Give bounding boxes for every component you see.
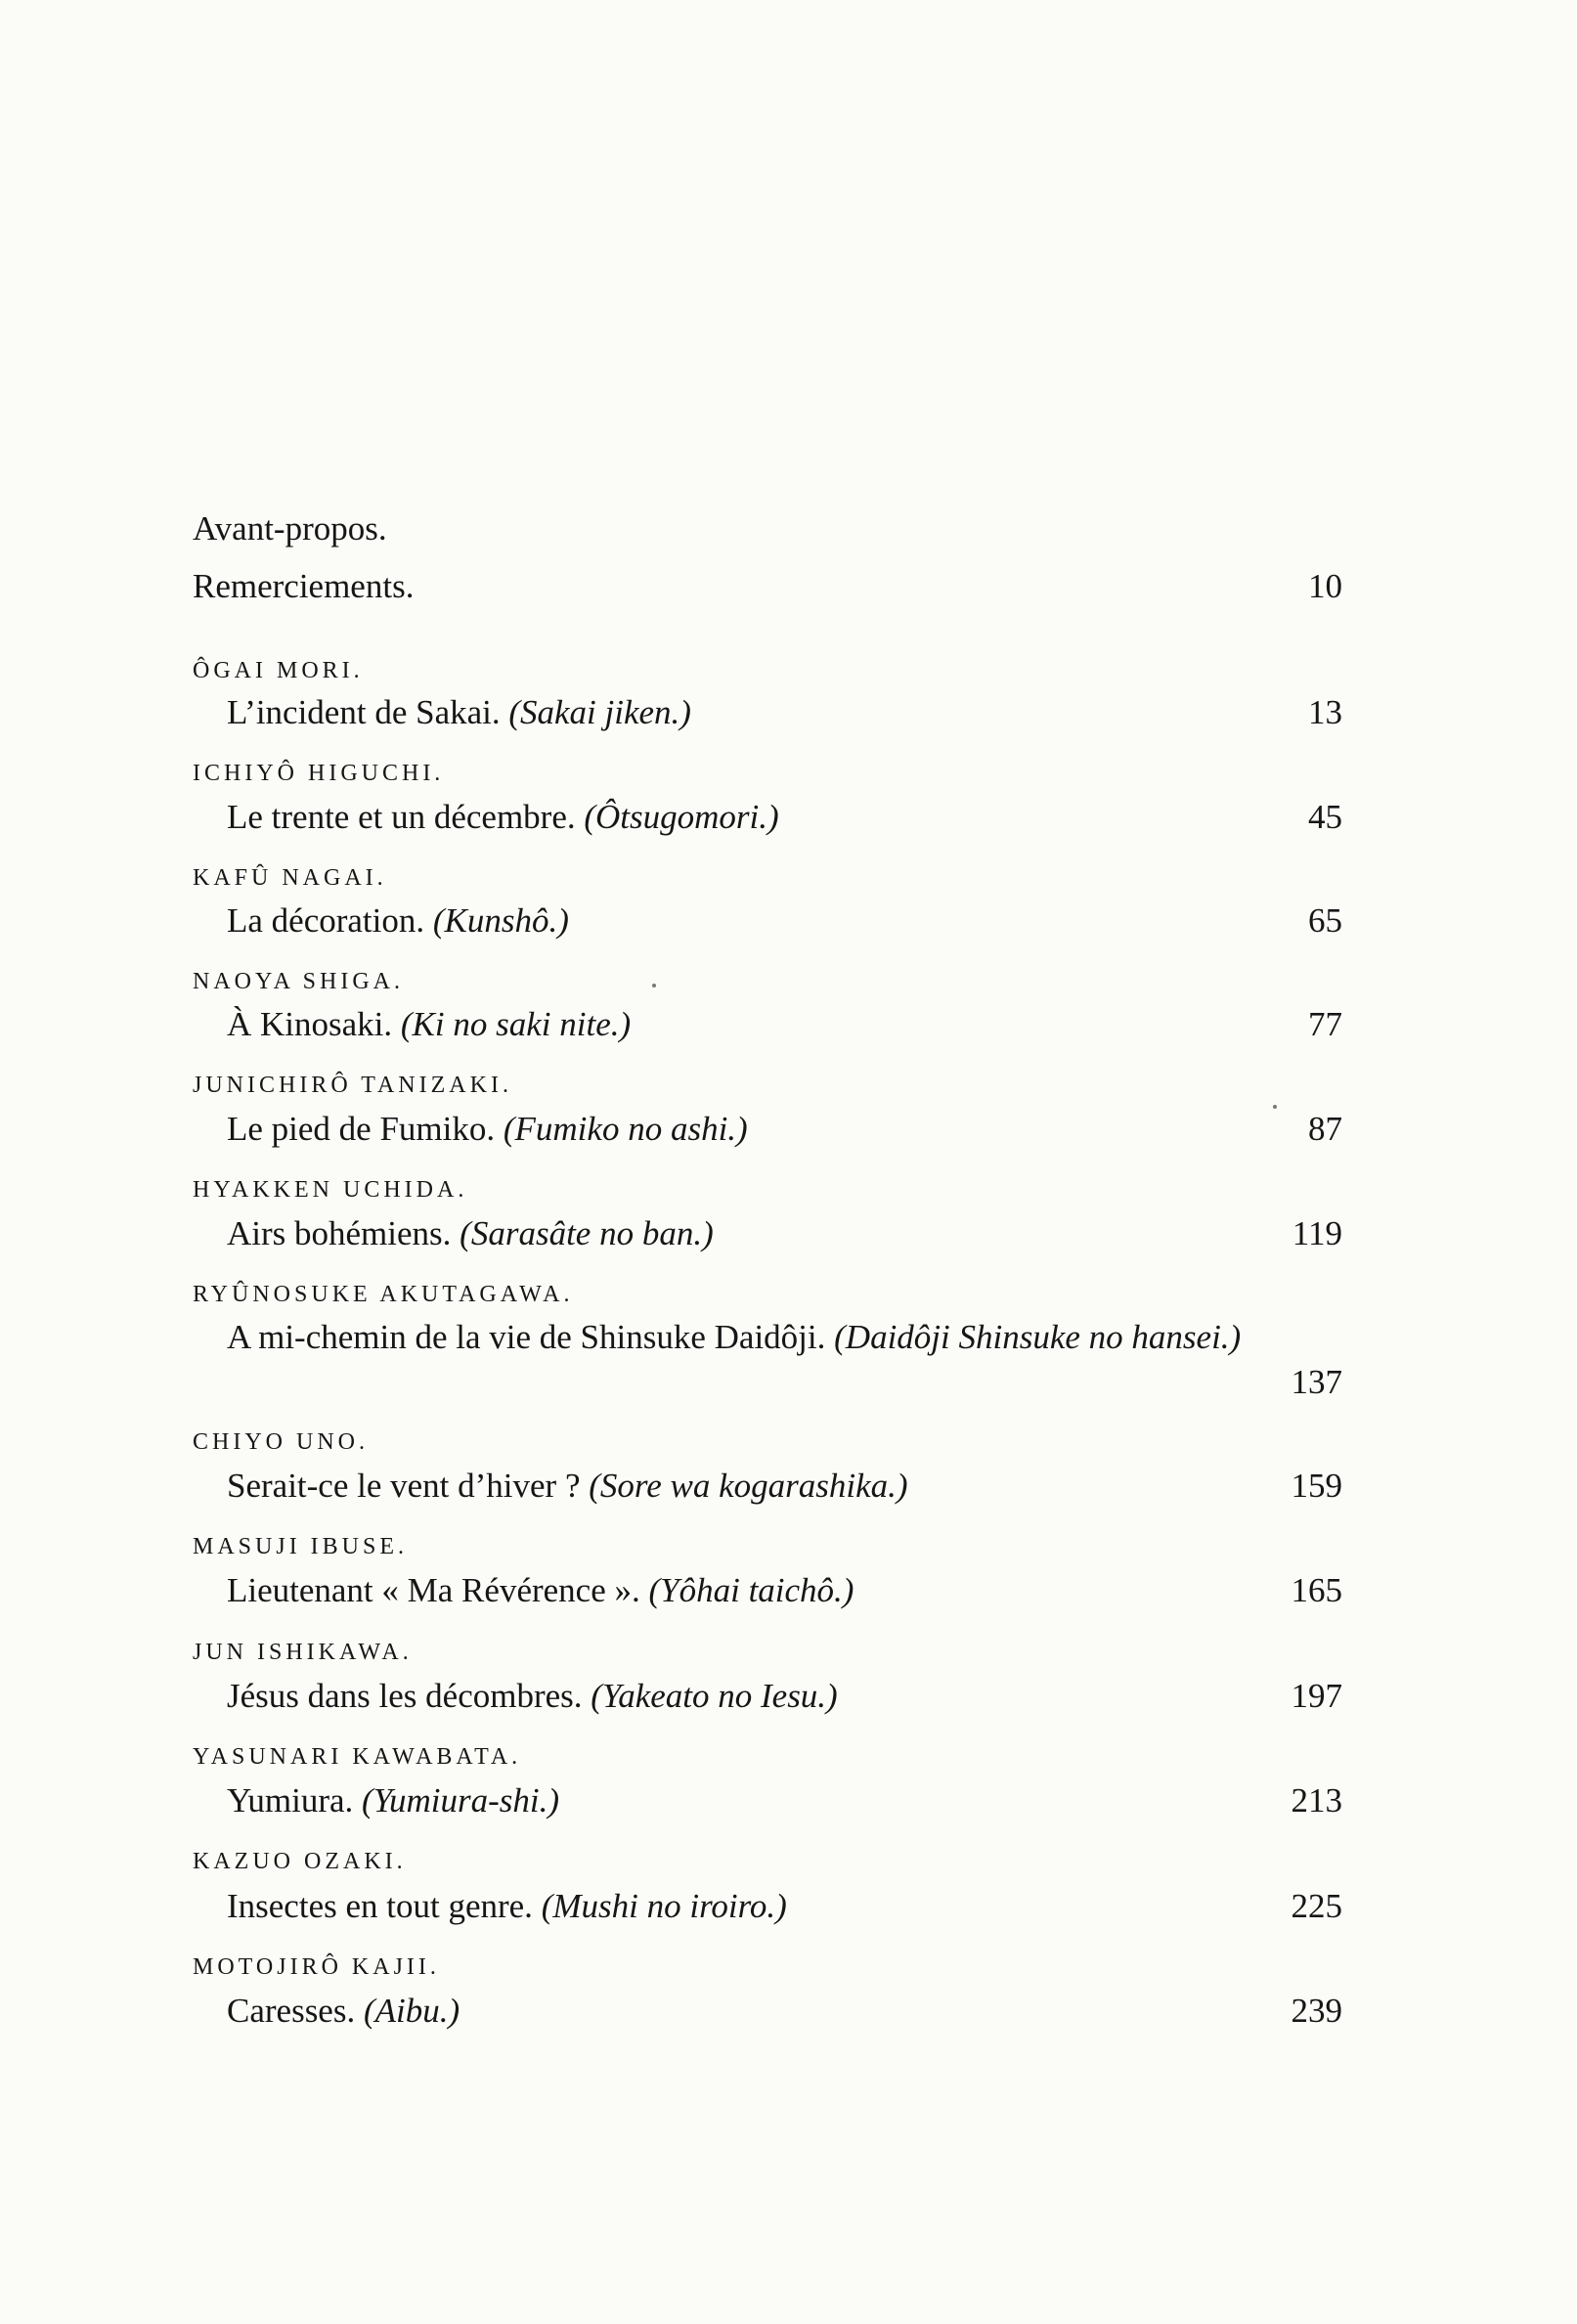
page-number: 137	[1291, 1363, 1342, 1401]
french-title: Le trente et un décembre.	[227, 798, 576, 836]
french-title: Jésus dans les décombres.	[227, 1677, 583, 1715]
page-number: 65	[1308, 901, 1342, 940]
story-title	[227, 1990, 460, 2033]
author-name: HYAKKEN UCHIDA.	[193, 1177, 468, 1203]
page-number: 45	[1308, 798, 1342, 836]
original-title: (Mushi no iroiro.)	[541, 1887, 787, 1925]
french-title: Insectes en tout genre.	[227, 1887, 533, 1925]
story-title	[227, 691, 691, 734]
story-title	[227, 1003, 631, 1046]
author-name: MASUJI IBUSE.	[193, 1534, 409, 1559]
story-title	[227, 1569, 854, 1612]
author-name: KAFÛ NAGAI.	[193, 865, 387, 891]
author-name: JUNICHIRÔ TANIZAKI.	[193, 1073, 512, 1098]
french-title: L’incident de Sakai.	[227, 693, 501, 731]
french-title: Yumiura.	[227, 1781, 354, 1820]
story-title	[227, 1212, 714, 1255]
front-matter-avant-propos: Avant-propos.	[193, 509, 387, 548]
original-title: (Ôtsugomori.)	[584, 798, 779, 836]
french-title: Le pied de Fumiko.	[227, 1110, 496, 1148]
french-title: Lieutenant « Ma Révérence ».	[227, 1571, 640, 1609]
page-number: 77	[1308, 1005, 1342, 1043]
page-number: 213	[1291, 1781, 1342, 1820]
original-title: (Yumiura-shi.)	[362, 1781, 559, 1820]
original-title: (Aibu.)	[363, 1992, 460, 2030]
original-title: (Sore wa kogarashika.)	[589, 1467, 908, 1505]
story-title	[227, 1108, 748, 1151]
french-title: A mi-chemin de la vie de Shinsuke Daidôji.	[227, 1318, 826, 1356]
french-title: Caresses.	[227, 1992, 356, 2030]
page-number: 119	[1292, 1214, 1342, 1252]
print-speck	[652, 984, 656, 987]
story-title	[227, 1316, 1263, 1359]
page-number: 10	[1308, 567, 1342, 605]
author-name: ÔGAI MORI.	[193, 658, 364, 683]
author-name: JUN ISHIKAWA.	[193, 1640, 413, 1665]
original-title: (Fumiko no ashi.)	[503, 1110, 748, 1148]
french-title: Airs bohémiens.	[227, 1214, 452, 1252]
author-name: CHIYO UNO.	[193, 1429, 369, 1455]
front-matter-remerciements: Remerciements.	[193, 567, 415, 605]
original-title: (Ki no saki nite.)	[400, 1005, 632, 1043]
print-speck	[1273, 1105, 1277, 1109]
original-title: (Yakeato no Iesu.)	[591, 1677, 838, 1715]
french-title: Serait-ce le vent d’hiver ?	[227, 1467, 581, 1505]
story-title	[227, 1675, 838, 1718]
page-number: 197	[1291, 1677, 1342, 1715]
page-number: 239	[1291, 1992, 1342, 2030]
original-title: (Daidôji Shinsuke no hansei.)	[834, 1318, 1242, 1356]
page-number: 87	[1308, 1110, 1342, 1148]
page-number: 165	[1291, 1571, 1342, 1609]
original-title: (Sarasâte no ban.)	[460, 1214, 714, 1252]
author-name: NAOYA SHIGA.	[193, 969, 405, 994]
story-title	[227, 1779, 559, 1822]
author-name: ICHIYÔ HIGUCHI.	[193, 761, 445, 786]
original-title: (Yôhai taichô.)	[648, 1571, 854, 1609]
story-title	[227, 899, 569, 943]
french-title: La décoration.	[227, 901, 425, 940]
french-title: À Kinosaki.	[227, 1005, 393, 1043]
story-title	[227, 796, 779, 839]
author-name: MOTOJIRÔ KAJII.	[193, 1954, 440, 1980]
page-number: 225	[1291, 1887, 1342, 1925]
original-title: (Kunshô.)	[432, 901, 569, 940]
story-title	[227, 1465, 908, 1508]
author-name: KAZUO OZAKI.	[193, 1849, 407, 1874]
story-title	[227, 1885, 787, 1928]
page-number: 159	[1291, 1467, 1342, 1505]
author-name: RYÛNOSUKE AKUTAGAWA.	[193, 1282, 574, 1307]
page-number: 13	[1308, 693, 1342, 731]
author-name: YASUNARI KAWABATA.	[193, 1744, 522, 1770]
original-title: (Sakai jiken.)	[508, 693, 691, 731]
